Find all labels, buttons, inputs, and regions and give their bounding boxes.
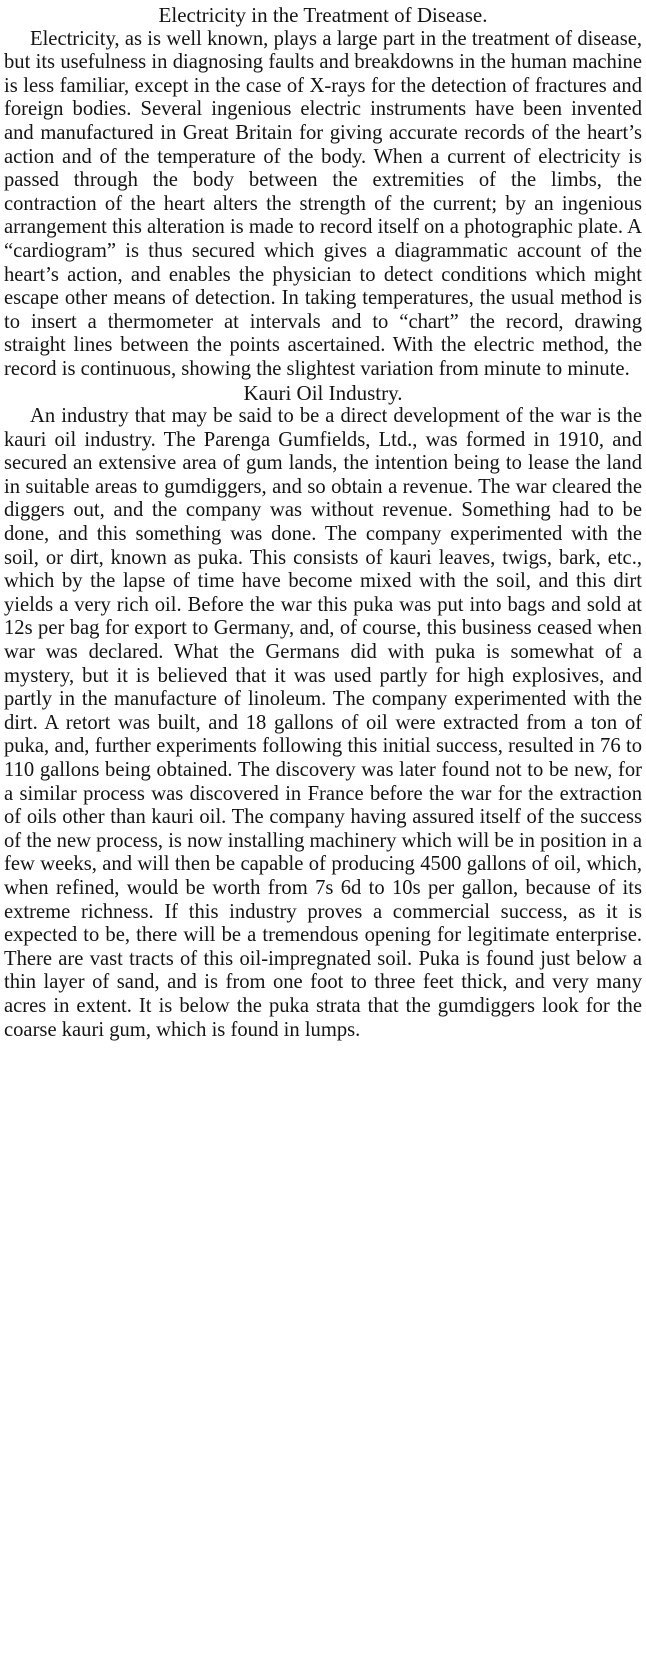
article-kauri-oil bbox=[4, 382, 642, 1043]
article-heading: Electricity in the Treatment of Disease. bbox=[158, 3, 488, 27]
article-heading: Kauri Oil Industry. bbox=[243, 380, 403, 405]
article-body: Electricity, as is well known, plays a large part in the treatment of disease, but its usefulness in diagnosing faults and breakdowns in the human machine is less familiar, except in the case of X-rays for the detection of fractures and foreign bodies. Several ingenious electric instruments have been invented and manufactured in Great Britain for giving accurate records of the heart’s action and of the temperature of the body. When a current of electricity is passed through the body between the extremities of the limbs, the contraction of the heart alters the strength of the current; by an ingenious arrangement this alteration is made to record itself on a photographic plate. A “cardiogram” is thus secured which gives a diagrammatic account of the heart’s action, and enables the physician to detect conditions which might escape other means of detection. In taking temperatures, the usual method is to insert a thermometer at intervals and to “chart” the record, drawing straight lines between the points ascertained. With the electric method, the record is continuous, showing the slightest variation from minute to minute. bbox=[4, 27, 642, 380]
article-electricity bbox=[4, 4, 642, 382]
article-body: An industry that may be said to be a direct development of the war is the kauri oil industry. The Parenga Gumfields, Ltd., was formed in 1910, and secured an extensive area of gum lands, the intention being to lease the land in suitable areas to gumdiggers, and so obtain a revenue. The war cleared the diggers out, and the company was without revenue. Something had to be done, and this something was done. The company experimented with the soil, or dirt, known as puka. This consists of kauri leaves, twigs, bark, etc., which by the lapse of time have become mixed with the soil, and this dirt yields a very rich oil. Before the war this puka was put into bags and sold at 12s per bag for export to Germany, and, of course, this business ceased when war was declared. What the Germans did with puka is somewhat of a mystery, but it is believed that it was used partly for high explosives, and partly in the manufacture of linoleum. The company experimented with the dirt. A retort was built, and 18 gallons of oil were extracted from a ton of puka, and, further experiments following this initial success, resulted in 76 to 110 gallons being obtained. The discovery was later found not to be new, for a similar process was discovered in France before the war for the extraction of oils other than kauri oil. The company having assured itself of the success of the new process, is now installing machinery which will be in position in a few weeks, and will then be capable of producing 4500 gallons of oil, which, when refined, would be worth from 7s 6d to 10s per gallon, because of its extreme richness. If this industry proves a commercial success, as it is expected to be, there will be a tremendous opening for legitimate enterprise. There are vast tracts of this oil-impregnated soil. Puka is found just below a thin layer of sand, and is from one foot to three feet thick, and very many acres in extent. It is below the puka strata that the gumdiggers look for the coarse kauri gum, which is found in lumps. bbox=[4, 405, 642, 1041]
